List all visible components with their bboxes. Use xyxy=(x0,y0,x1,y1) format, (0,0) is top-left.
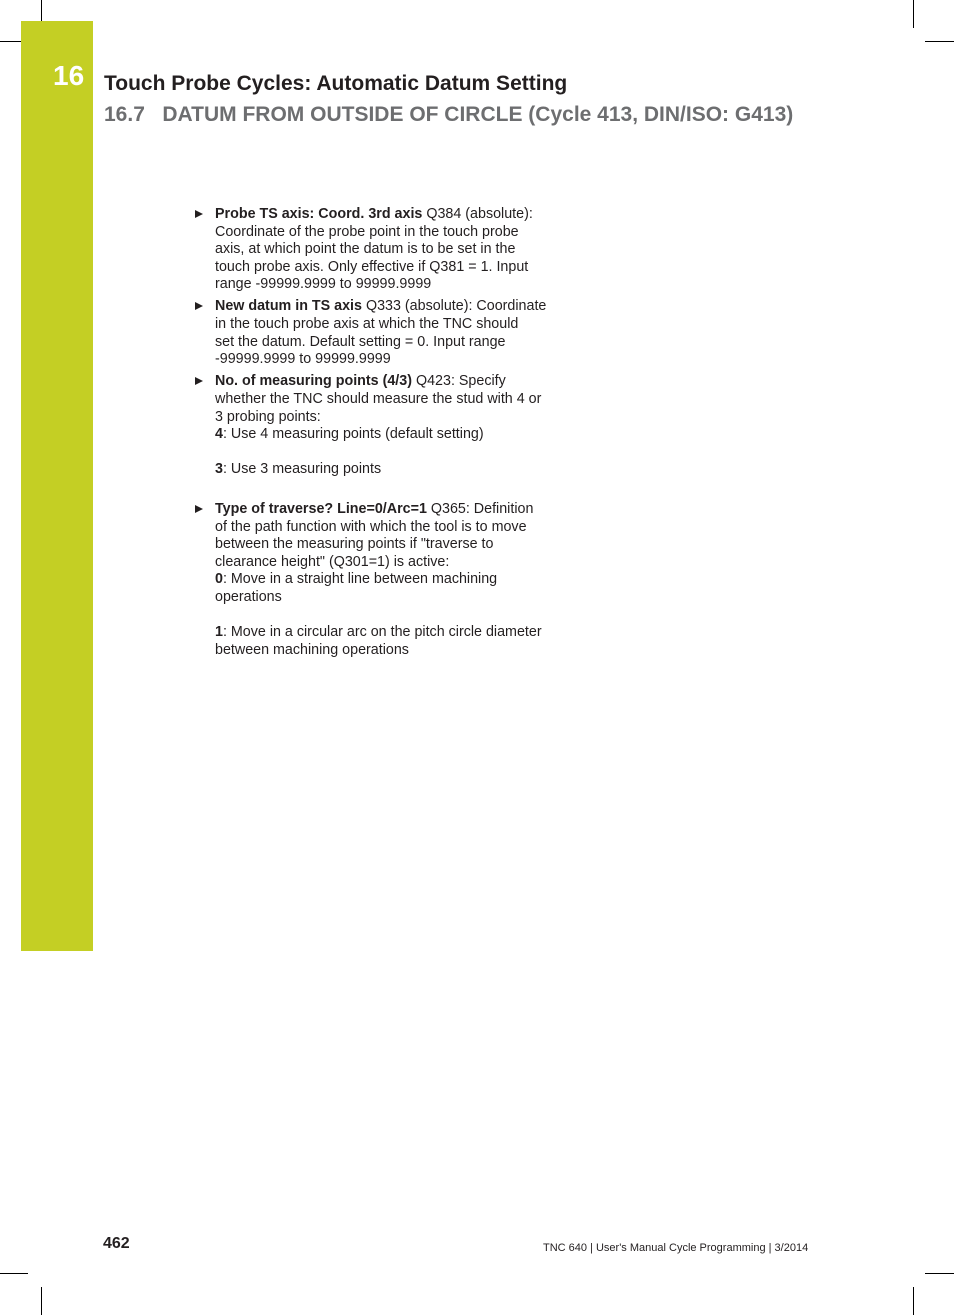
crop-mark xyxy=(913,1287,914,1315)
crop-mark xyxy=(41,0,42,21)
option xyxy=(215,624,565,659)
option xyxy=(215,571,565,606)
list-item xyxy=(215,501,565,677)
bullet-triangle-icon xyxy=(195,210,203,218)
option-text: : Use 4 measuring points (default setting) xyxy=(222,426,484,443)
option-key: 1 xyxy=(215,624,223,641)
list-item xyxy=(215,373,565,496)
crop-mark xyxy=(925,1273,954,1274)
parameter-description: Q365: Definition of the path function with which the tool is to move between the measuring points if "traverse to clearance height" (Q301=1) is active: xyxy=(215,501,534,570)
parameter-description: Q333 (absolute): Coordinate in the touch probe axis at which the TNC should set the datum. Default setting = 0. Input range -99999.9999 to 99999.9999 xyxy=(215,298,547,368)
crop-mark xyxy=(0,1273,28,1274)
crop-mark xyxy=(0,41,21,42)
parameter-label: Type of traverse? Line=0/Arc=1 xyxy=(215,501,427,517)
section-title: DATUM FROM OUTSIDE OF CIRCLE (Cycle 413, DIN/ISO: G413) xyxy=(162,103,794,126)
section-heading xyxy=(104,103,793,127)
parameter-label: New datum in TS axis xyxy=(215,298,362,315)
crop-mark xyxy=(913,0,914,28)
crop-mark xyxy=(925,41,954,42)
option-text: : Move in a circular arc on the pitch circle diameter between machining operations xyxy=(215,624,542,658)
bullet-triangle-icon xyxy=(195,505,203,513)
page-number: 462 xyxy=(103,1235,130,1252)
chapter-title: Touch Probe Cycles: Automatic Datum Setting xyxy=(104,72,568,95)
option-text: : Move in a straight line between machining operations xyxy=(215,571,498,605)
footer-text: TNC 640 | User's Manual Cycle Programming | 3/2014 xyxy=(543,1242,809,1254)
chapter-number: 16 xyxy=(53,60,85,91)
option xyxy=(215,426,565,444)
parameter-list xyxy=(215,206,565,681)
bullet-triangle-icon xyxy=(195,377,203,385)
crop-mark xyxy=(41,1287,42,1315)
option xyxy=(215,461,565,479)
parameter-label: Probe TS axis: Coord. 3rd axis xyxy=(215,206,423,222)
parameter-label: No. of measuring points (4/3) xyxy=(215,373,412,390)
option-text: : Use 3 measuring points xyxy=(222,461,382,478)
parameter-description: Q423: Specify whether the TNC should measure the stud with 4 or 3 probing points: xyxy=(215,373,542,425)
section-number: 16.7 xyxy=(104,103,145,126)
option-key: 0 xyxy=(215,571,223,588)
chapter-tab-band xyxy=(21,21,93,951)
bullet-triangle-icon xyxy=(195,302,203,310)
list-item xyxy=(215,298,565,368)
list-item xyxy=(215,206,565,294)
option-key: 4 xyxy=(215,426,223,443)
parameter-description: Q384 (absolute): Coordinate of the probe point in the touch probe axis, at which point the datum is to be set in the touch probe axis. Only effective if Q381 = 1. Input range -99999.9999 to 99999.9999 xyxy=(215,206,533,293)
option-key: 3 xyxy=(215,461,223,478)
